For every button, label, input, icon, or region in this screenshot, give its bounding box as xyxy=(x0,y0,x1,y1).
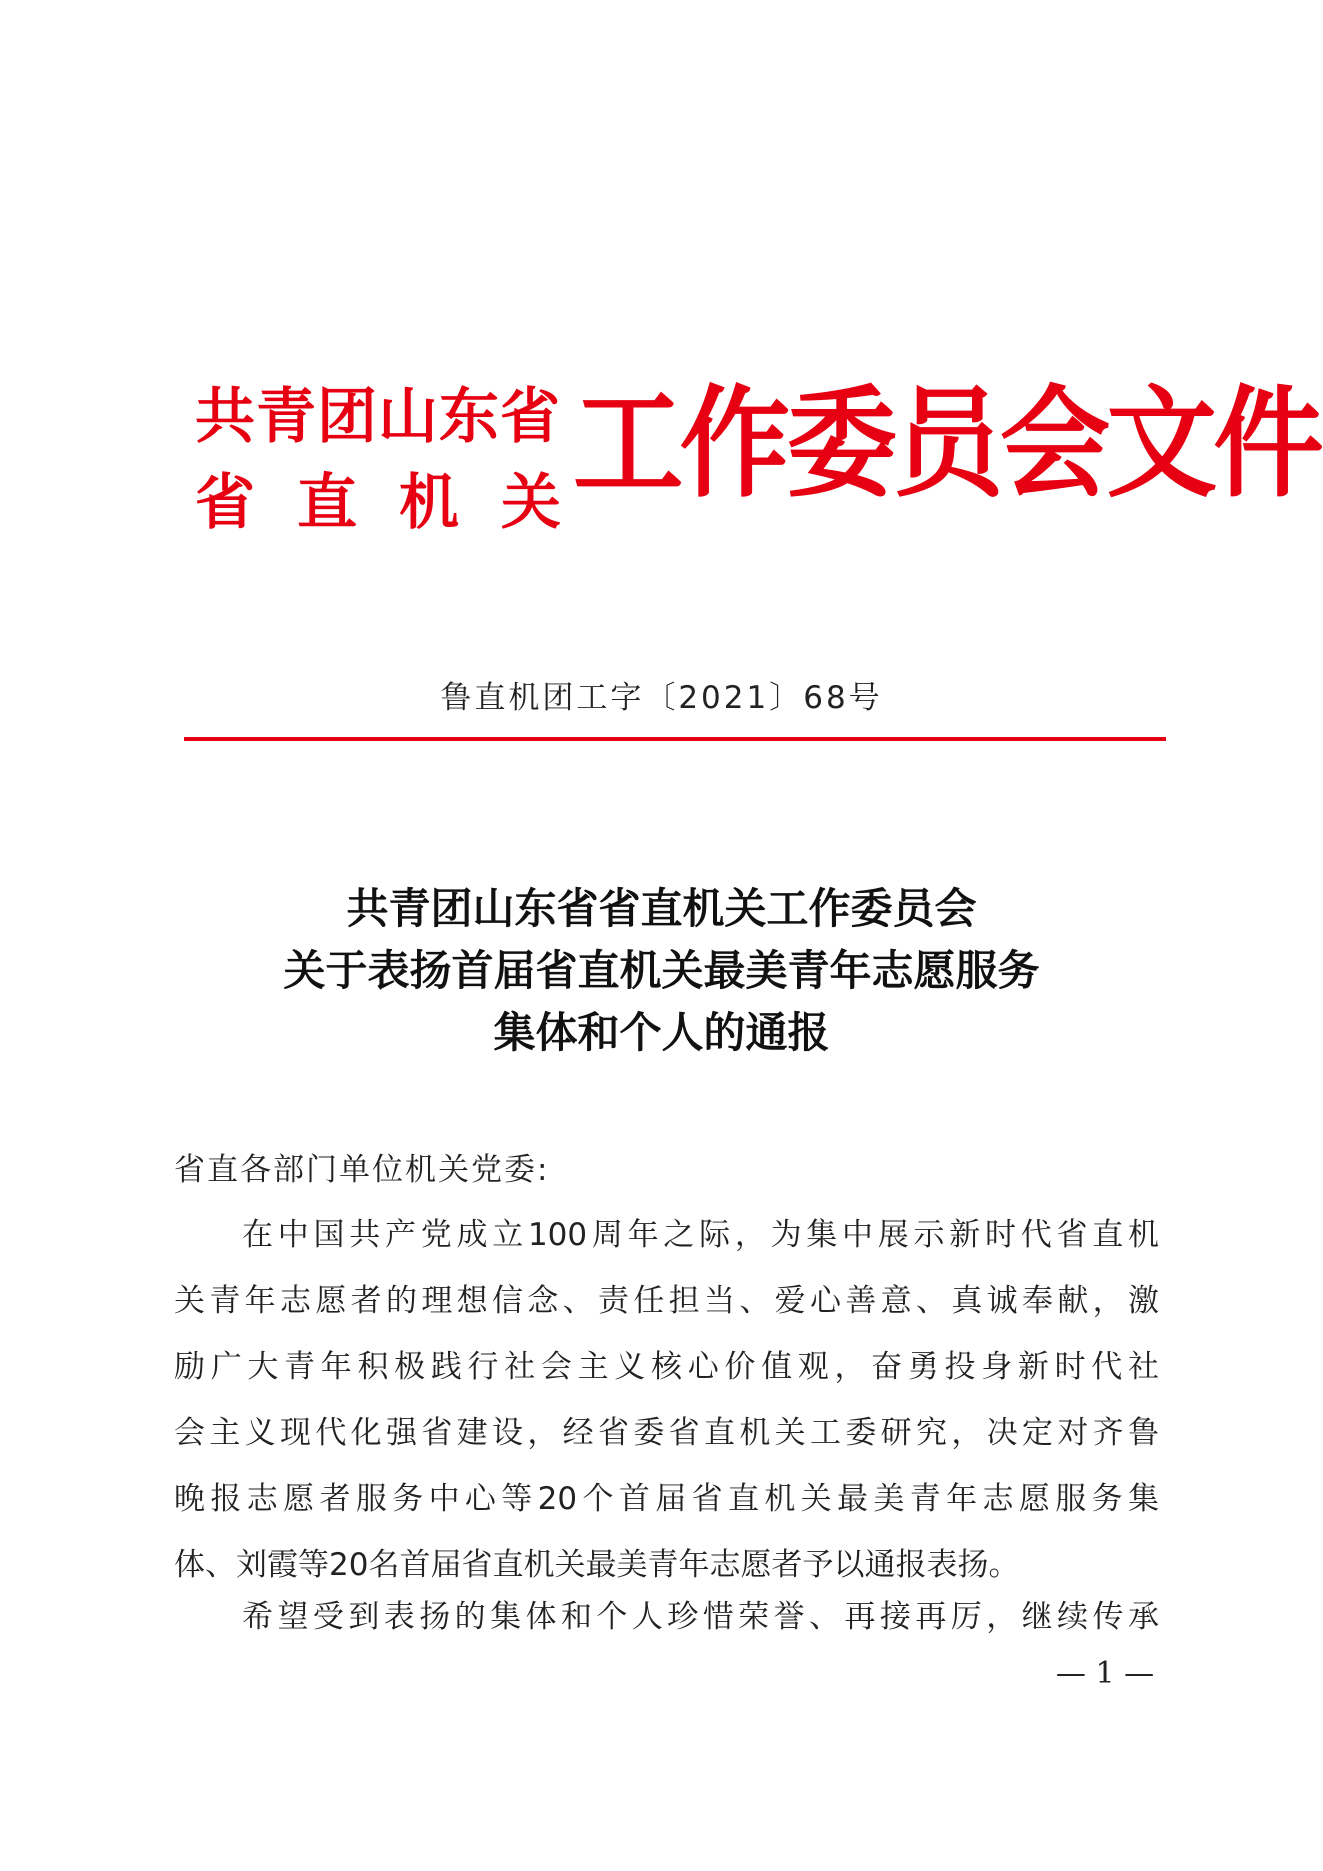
red-separator-line xyxy=(184,737,1166,741)
title-line-1: 共青团山东省省直机关工作委员会 xyxy=(346,884,977,933)
masthead-line-1: 共青团山东省 xyxy=(195,382,561,452)
paragraph-line: 晚报志愿者服务中心等20个首届省直机关最美青年志愿服务集 xyxy=(174,1481,1159,1517)
masthead-document-type: 工作委员会文件 xyxy=(573,375,1321,514)
masthead-issuer xyxy=(195,382,603,538)
body-paragraph-1 xyxy=(174,1202,1159,1598)
title-line-3: 集体和个人的通报 xyxy=(493,1008,830,1057)
page-number: — 1 — xyxy=(1055,1656,1155,1691)
document-title xyxy=(0,878,1323,1064)
paragraph-line: 会主义现代化强省建设，经省委省直机关工委研究，决定对齐鲁 xyxy=(174,1415,1159,1451)
paragraph-line: 励广大青年积极践行社会主义核心价值观，奋勇投身新时代社 xyxy=(174,1349,1159,1385)
paragraph-line: 体、刘霞等20名首届省直机关最美青年志愿者予以通报表扬。 xyxy=(174,1547,1020,1583)
title-line-2: 关于表扬首届省直机关最美青年志愿服务 xyxy=(283,946,1040,995)
masthead-line-2: 省直机关 xyxy=(195,468,603,538)
paragraph-line: 希望受到表扬的集体和个人珍惜荣誉、再接再厉，继续传承 xyxy=(242,1599,1159,1635)
red-masthead xyxy=(195,360,1321,560)
document-number: 鲁直机团工字〔2021〕68号 xyxy=(440,680,883,716)
paragraph-line: 关青年志愿者的理想信念、责任担当、爱心善意、真诚奉献，激 xyxy=(174,1283,1159,1319)
body-paragraph-2 xyxy=(174,1584,1159,1650)
paragraph-line: 在中国共产党成立100周年之际，为集中展示新时代省直机 xyxy=(242,1217,1159,1253)
salutation: 省直各部门单位机关党委: xyxy=(174,1152,550,1188)
